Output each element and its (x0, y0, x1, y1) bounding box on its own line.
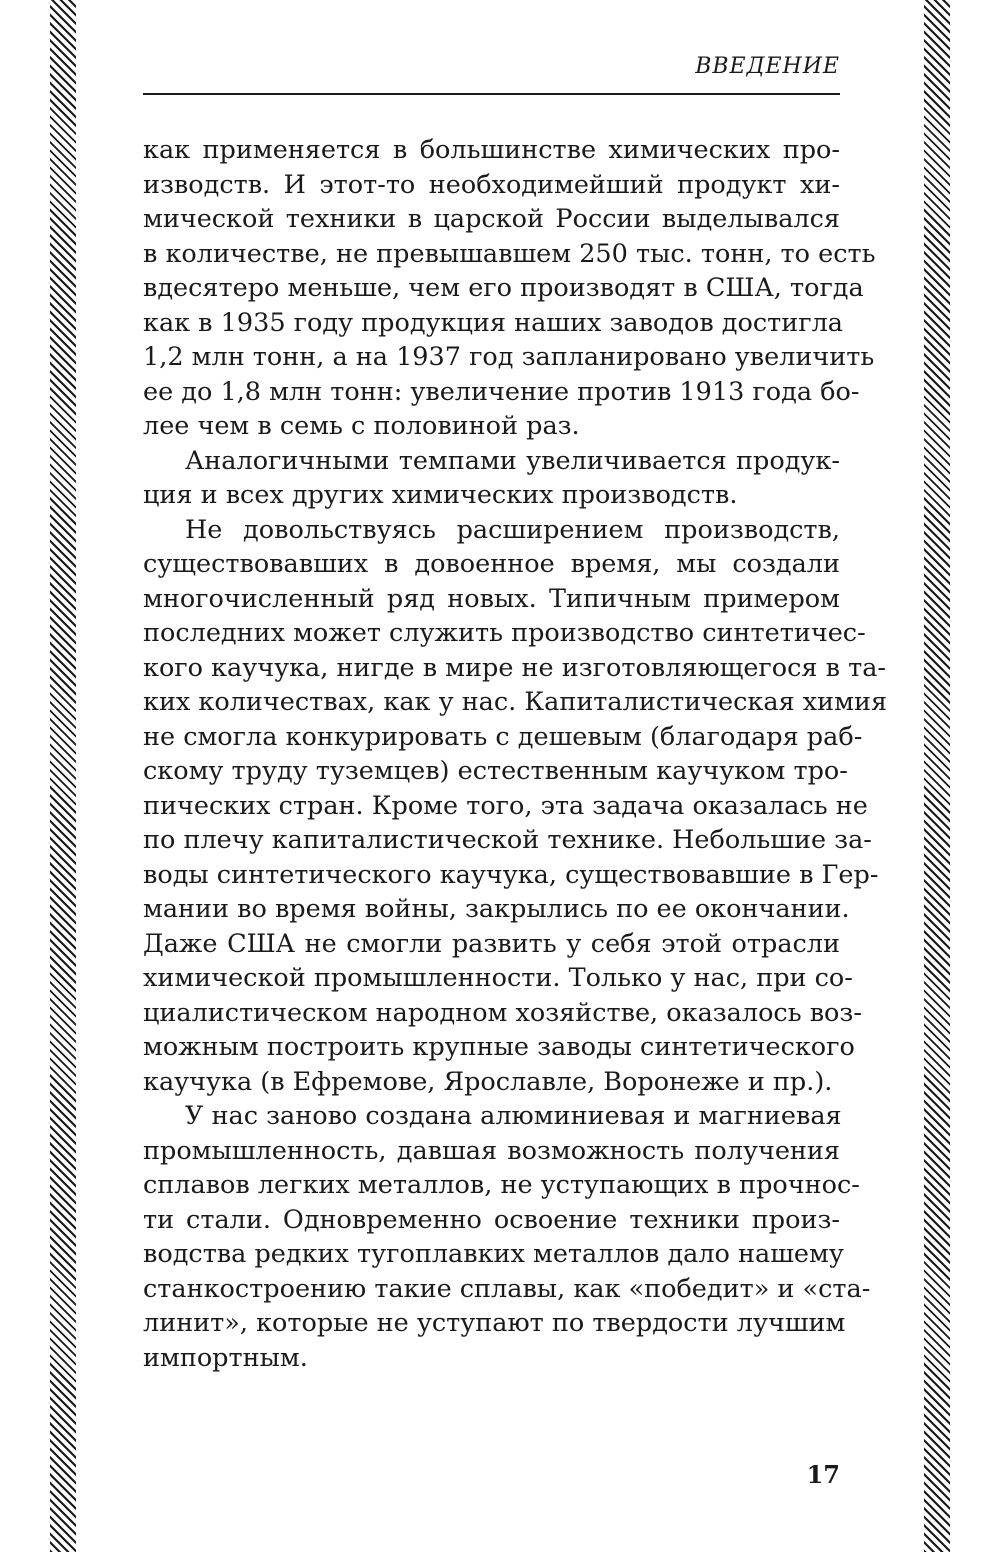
page-number: 17 (806, 1460, 840, 1489)
text-line: промышленность, давшая возможность получения (143, 1135, 840, 1166)
text-line: как в 1935 году продукция наших заводов достигла (143, 307, 843, 338)
text-line: Не довольствуясь расширением производств, (185, 514, 840, 545)
text-line: как применяется в большинстве химических про- (143, 135, 840, 165)
text-line: пических стран. Кроме того, эта задача оказалась не (143, 790, 868, 821)
text-line: не смогла конкурировать с дешевым (благодаря раб- (143, 721, 863, 752)
page-body (143, 133, 888, 1375)
text-line: изводств. И этот-то необходимейший продукт хи- (143, 169, 840, 200)
text-line: химической промышленности. Только у нас, при со- (143, 963, 853, 993)
text-line: ее до 1,8 млн тонн: увеличение против 1913 года бо- (143, 376, 860, 407)
text-line: кого каучука, нигде в мире не изготовляющегося в та- (143, 652, 887, 683)
running-head: ВВЕДЕНИЕ (695, 54, 840, 79)
text-line: скому труду туземцев) естественным каучуком тро- (143, 756, 848, 786)
paragraph-4 (143, 1099, 871, 1375)
text-line: ция и всех других химических производств. (143, 480, 738, 510)
text-line: существовавших в довоенное время, мы создали (143, 549, 840, 579)
header-rule (143, 93, 840, 95)
text-line: сплавов легких металлов, не уступающих в прочнос- (143, 1170, 860, 1200)
text-line: каучука (в Ефремове, Ярославле, Воронеже и пр.). (143, 1066, 833, 1097)
text-line: ких количествах, как у нас. Капиталистическая химия (143, 687, 888, 717)
text-line: 1,2 млн тонн, а на 1937 год запланировано увеличить (143, 342, 875, 372)
paragraph-1 (143, 133, 876, 444)
decorative-border-right (924, 0, 950, 1552)
decorative-border-left (50, 0, 76, 1552)
text-line: вдесятеро меньше, чем его производят в США, тогда (143, 273, 864, 303)
text-line: Аналогичными темпами увеличивается продук- (185, 445, 840, 476)
text-line: можным построить крупные заводы синтетического (143, 1032, 855, 1062)
text-line: последних может служить производство синтетичес- (143, 618, 866, 648)
text-line: водства редких тугоплавких металлов дало нашему (143, 1239, 844, 1269)
text-line: мической техники в царской России выделывался (143, 204, 840, 234)
text-line: воды синтетического каучука, существовавшие в Гер- (143, 859, 879, 890)
text-line: линит», которые не уступают по твердости лучшим (143, 1308, 846, 1338)
text-line: лее чем в семь с половиной раз. (143, 411, 580, 441)
text-line: мании во время войны, закрылись по ее окончании. (143, 894, 850, 924)
paragraph-3 (143, 513, 888, 1100)
text-line: ти стали. Одновременно освоение техники произ- (143, 1204, 840, 1235)
text-line: Даже США не смогли развить у себя этой отрасли (143, 928, 840, 959)
text-line: станкостроению такие сплавы, как «победит» и «ста- (143, 1273, 871, 1304)
text-line: по плечу капиталистической технике. Небольшие за- (143, 825, 872, 855)
text-line: циалистическом народном хозяйстве, оказалось воз- (143, 997, 862, 1028)
text-line: импортным. (143, 1342, 308, 1373)
text-line: У нас заново создана алюминиевая и магниевая (185, 1101, 842, 1131)
paragraph-2 (143, 444, 840, 513)
text-line: в количестве, не превышавшем 250 тыс. тонн, то есть (143, 238, 876, 269)
text-line: многочисленный ряд новых. Типичным примером (143, 583, 840, 614)
